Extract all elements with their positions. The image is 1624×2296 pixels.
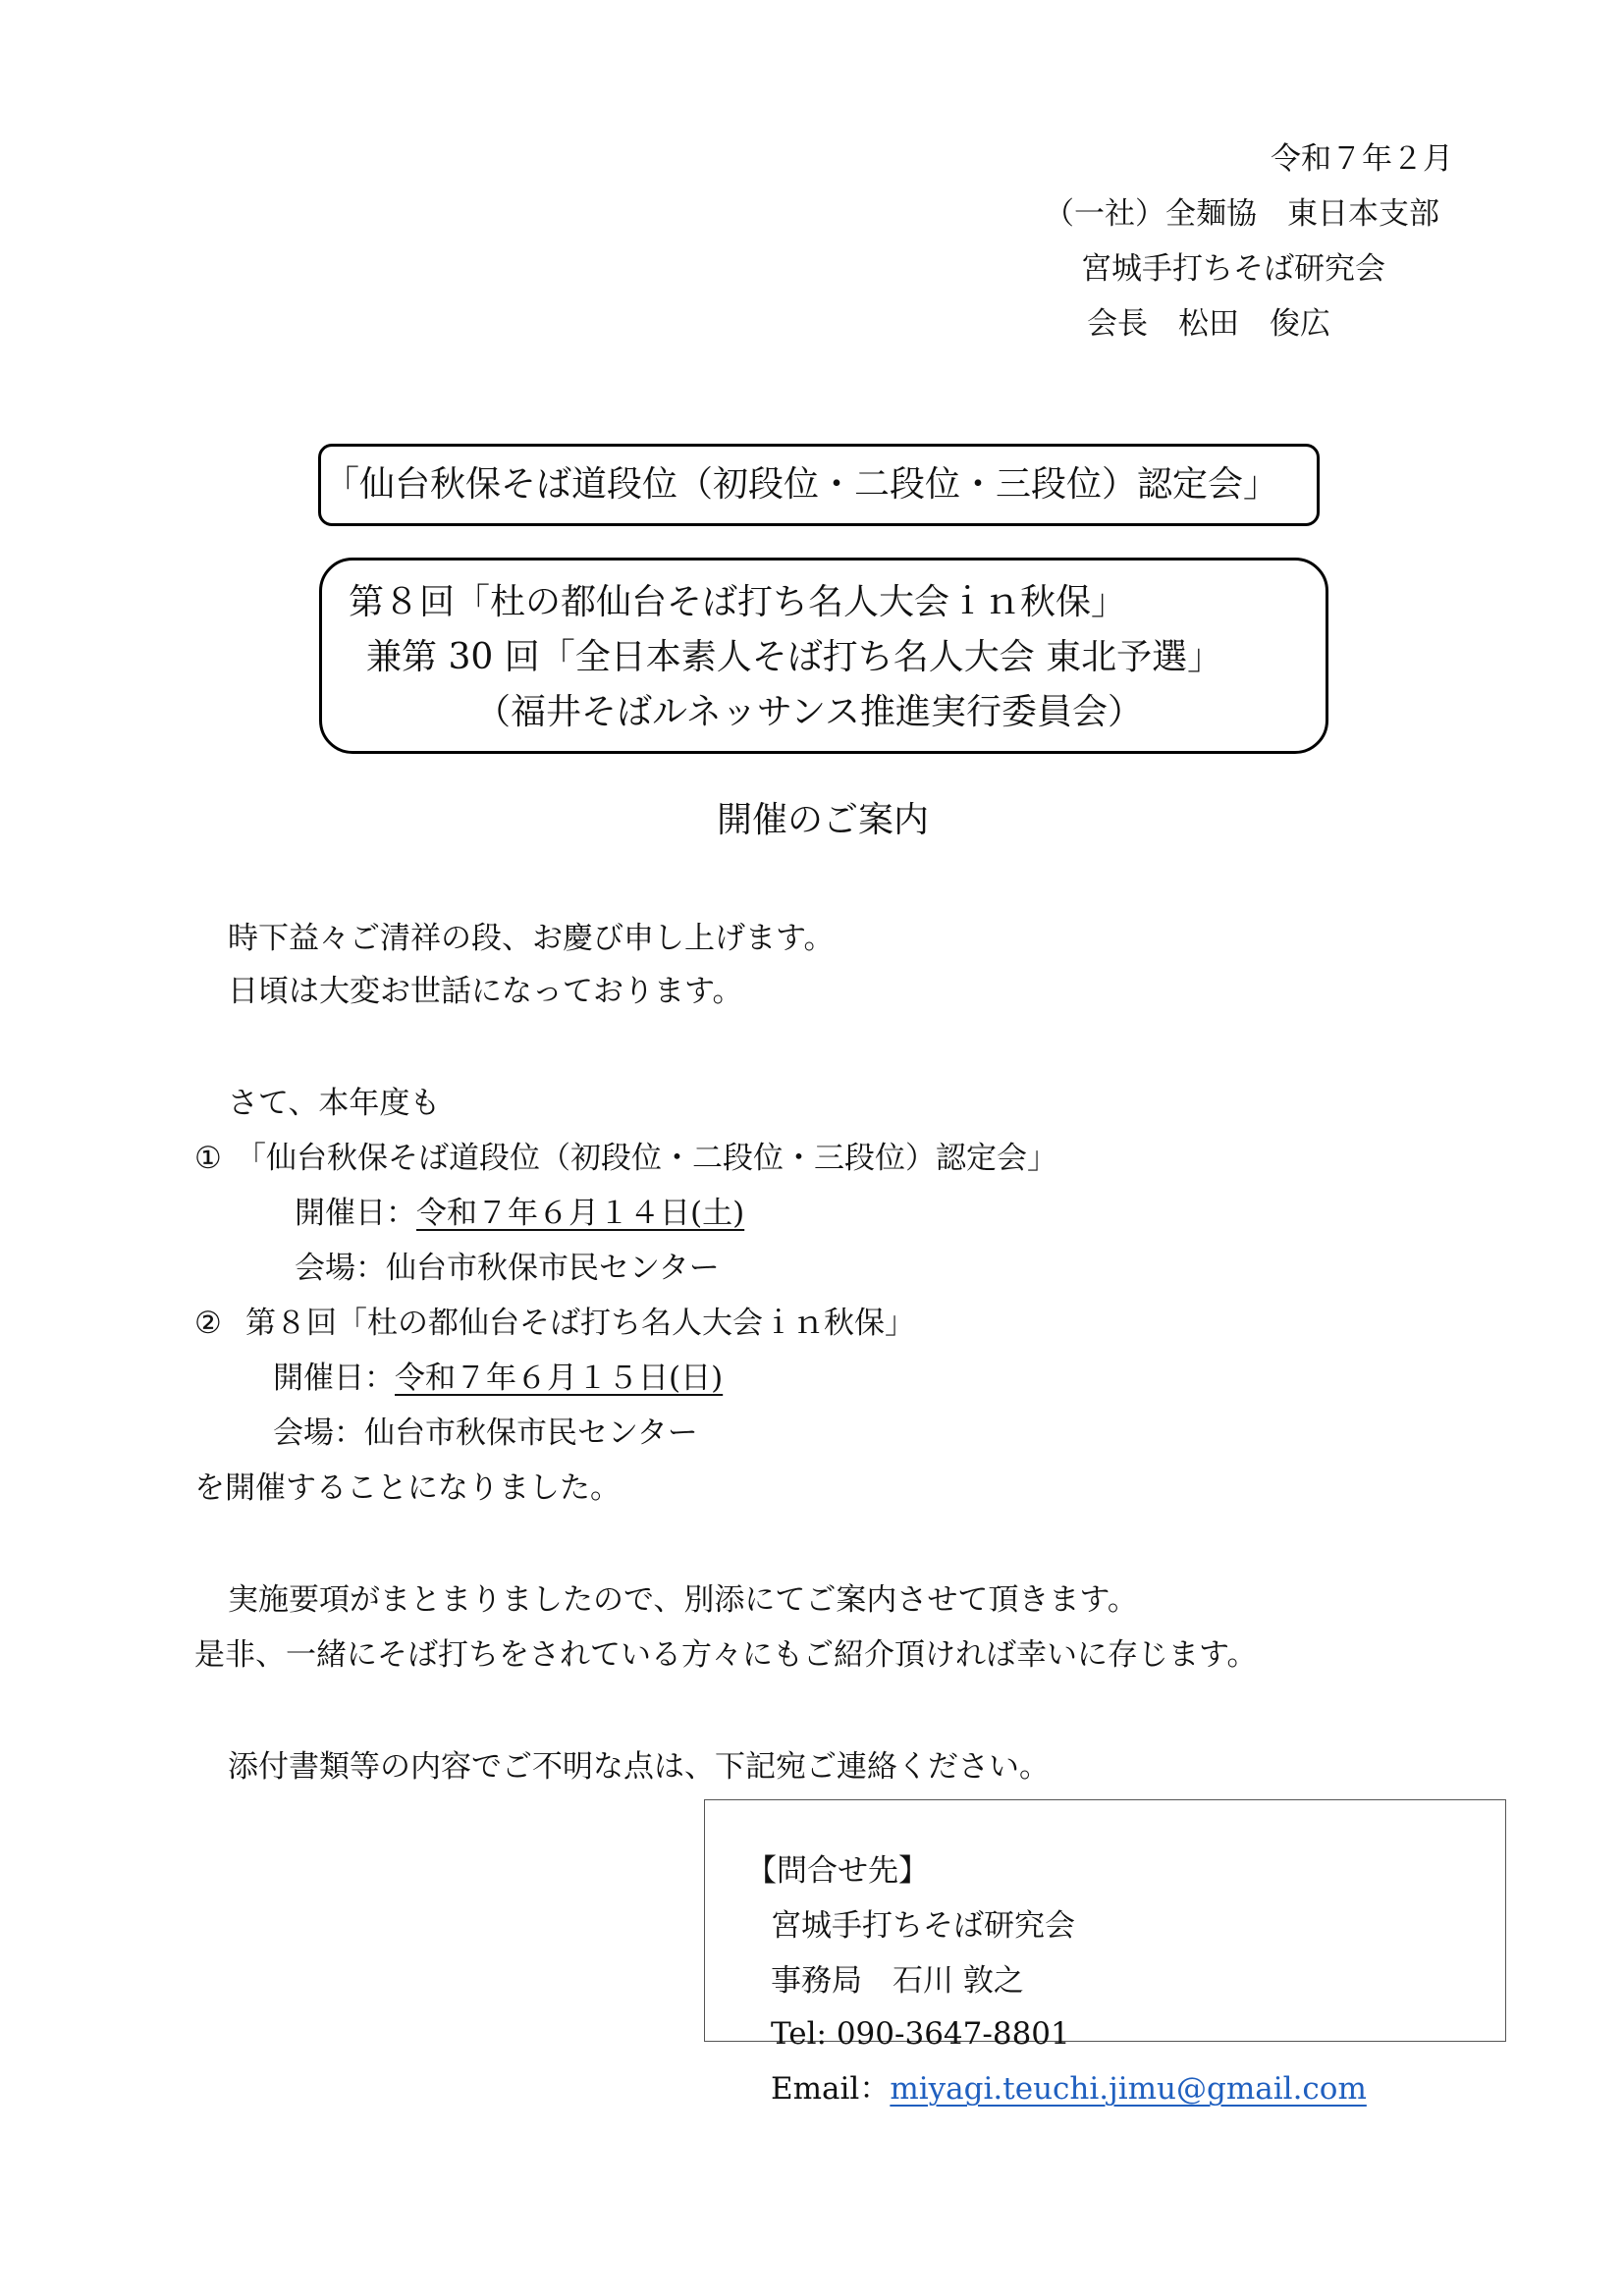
event-line2: 兼第 30 回「全日本素人そば打ち名人大会 東北予選」 (366, 637, 1223, 677)
item1-venue: 会場：仙台市秋保市民センター (295, 1251, 720, 1286)
item1-marker: ① (194, 1141, 222, 1176)
item1-date-row (295, 1194, 744, 1233)
item1-title: 「仙台秋保そば道段位（初段位・二段位・三段位）認定会」 (236, 1141, 1057, 1176)
item2-marker: ② (194, 1306, 222, 1341)
paragraph2-line1: 実施要項がまとまりましたので、別添にてご案内させて頂きます。 (228, 1582, 1138, 1618)
sender-group: 宮城手打ちそば研究会 (1081, 251, 1385, 287)
notice-heading: 開催のご案内 (717, 800, 930, 840)
contact-email-link[interactable]: miyagi.teuchi.jimu@gmail.com (890, 2071, 1367, 2107)
event-line3: （福井そばルネッサンス推進実行委員会） (475, 692, 1144, 732)
item2-title: 第８回「杜の都仙台そば打ち名人大会ｉｎ秋保」 (245, 1306, 915, 1341)
contact-org: 宮城手打ちそば研究会 (771, 1908, 1075, 1944)
closing-line: を開催することになりました。 (194, 1470, 621, 1506)
event-line1: 第８回「杜の都仙台そば打ち名人大会ｉｎ秋保」 (349, 582, 1127, 622)
contact-email-row (771, 2069, 1367, 2109)
greeting-line1: 時下益々ご清祥の段、お慶び申し上げます。 (228, 921, 835, 956)
contact-person: 事務局 石川 敦之 (771, 1963, 1024, 1999)
sender-president: 会長 松田 俊広 (1087, 306, 1330, 342)
item1-date-label: 開催日： (295, 1196, 416, 1231)
item2-date-value: 令和７年６月１５日(日) (395, 1361, 724, 1396)
contact-heading: 【問合せ先】 (746, 1853, 929, 1889)
sender-org: （一社）全麺協 東日本支部 (1044, 196, 1439, 232)
item1-date-value: 令和７年６月１４日(土) (416, 1196, 745, 1231)
item2-venue: 会場：仙台市秋保市民センター (273, 1415, 698, 1451)
contact-email-label: Email： (771, 2071, 891, 2107)
greeting-line2: 日頃は大変お世話になっております。 (228, 974, 743, 1009)
paragraph3: 添付書類等の内容でご不明な点は、下記宛ご連絡ください。 (228, 1749, 1050, 1785)
title-text: 「仙台秋保そば道段位（初段位・二段位・三段位）認定会」 (324, 464, 1279, 505)
item2-date-row (273, 1359, 723, 1398)
item2-date-label: 開催日： (273, 1361, 395, 1396)
intro-line: さて、本年度も (228, 1086, 441, 1121)
letter-date: 令和７年２月 (1271, 141, 1453, 177)
paragraph2-line2: 是非、一緒にそば打ちをされている方々にもご紹介頂ければ幸いに存じます。 (194, 1637, 1258, 1673)
contact-tel: Tel: 090-3647-8801 (771, 2016, 1070, 2052)
